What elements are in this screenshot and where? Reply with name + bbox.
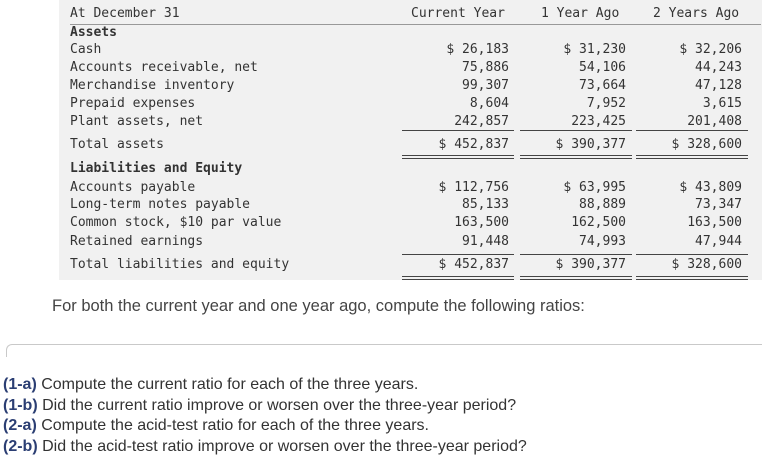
total-assets-row bbox=[59, 136, 762, 153]
row-label: Accounts payable bbox=[70, 180, 196, 195]
liab-subtotal-rule bbox=[636, 254, 748, 255]
cell-value: $ 452,837 bbox=[438, 137, 509, 152]
question-2b bbox=[3, 437, 527, 458]
cell-value: 99,307 bbox=[462, 78, 509, 93]
liabilities-heading-row bbox=[59, 160, 762, 177]
liability-row bbox=[59, 233, 762, 250]
liab-subtotal-rule bbox=[520, 254, 632, 255]
column-header-current-year: Current Year bbox=[411, 6, 505, 21]
cell-value: 73,664 bbox=[579, 78, 626, 93]
cell-value: 73,347 bbox=[695, 197, 742, 212]
row-label: Long-term notes payable bbox=[70, 197, 251, 212]
total-liabilities-row bbox=[59, 256, 762, 273]
total-assets-double-rule bbox=[402, 158, 514, 159]
total-liab-double-rule bbox=[520, 279, 632, 280]
cell-value: 163,500 bbox=[454, 215, 509, 230]
assets-subtotal-rule bbox=[520, 130, 632, 131]
cell-value: $ 63,995 bbox=[563, 180, 626, 195]
cell-value: 47,128 bbox=[695, 78, 742, 93]
cell-value: 223,425 bbox=[571, 114, 626, 129]
cell-value: 163,500 bbox=[687, 215, 742, 230]
liabilities-heading: Liabilities and Equity bbox=[70, 161, 243, 176]
total-liab-double-rule bbox=[520, 276, 632, 277]
question-2a bbox=[3, 416, 527, 437]
cell-value: $ 112,756 bbox=[438, 180, 509, 195]
assets-heading-row bbox=[59, 24, 762, 41]
asset-row bbox=[59, 77, 762, 94]
liability-row bbox=[59, 214, 762, 231]
total-assets-double-rule bbox=[402, 155, 514, 156]
cell-value: 44,243 bbox=[695, 60, 742, 75]
cell-value: 3,615 bbox=[702, 96, 742, 111]
question-text: Did the current ratio improve or worsen over the three-year period? bbox=[37, 396, 517, 414]
asset-row bbox=[59, 113, 762, 130]
cell-value: $ 43,809 bbox=[679, 180, 742, 195]
liability-row bbox=[59, 196, 762, 213]
asset-row bbox=[59, 41, 762, 58]
cell-value: 85,133 bbox=[462, 197, 509, 212]
cell-value: 91,448 bbox=[462, 234, 509, 249]
question-tag: (1-b) bbox=[3, 396, 38, 414]
cell-value: 201,408 bbox=[687, 114, 742, 129]
assets-heading: Assets bbox=[70, 25, 117, 40]
cell-value: 74,993 bbox=[579, 234, 626, 249]
row-label: Merchandise inventory bbox=[70, 78, 235, 93]
balance-sheet-table bbox=[59, 0, 762, 280]
cell-value: $ 452,837 bbox=[438, 257, 509, 272]
column-header-1-year-ago: 1 Year Ago bbox=[541, 6, 620, 21]
cell-value: 88,889 bbox=[579, 197, 626, 212]
cell-value: $ 328,600 bbox=[671, 257, 742, 272]
cell-value: 7,952 bbox=[586, 96, 626, 111]
liability-row bbox=[59, 179, 762, 196]
question-text: Compute the acid-test ratio for each of the three years. bbox=[36, 417, 429, 434]
question-tag: (1-a) bbox=[3, 376, 37, 393]
total-liab-double-rule bbox=[636, 276, 748, 277]
question-tag: (2-a) bbox=[3, 417, 37, 434]
total-liab-double-rule bbox=[402, 276, 514, 277]
cell-value: $ 390,377 bbox=[555, 257, 626, 272]
asset-row bbox=[59, 59, 762, 76]
cell-value: 242,857 bbox=[454, 114, 509, 129]
cell-value: 54,106 bbox=[579, 60, 626, 75]
row-label: Accounts receivable, net bbox=[70, 60, 258, 75]
liab-subtotal-rule bbox=[402, 254, 514, 255]
total-assets-double-rule bbox=[636, 158, 748, 159]
cell-value: $ 31,230 bbox=[563, 42, 626, 57]
total-assets-double-rule bbox=[520, 155, 632, 156]
assets-subtotal-rule bbox=[402, 130, 514, 131]
assets-subtotal-rule bbox=[636, 130, 748, 131]
total-liab-double-rule bbox=[636, 279, 748, 280]
cell-value: $ 32,206 bbox=[679, 42, 742, 57]
question-text: Compute the current ratio for each of the three years. bbox=[36, 376, 419, 393]
cell-value: 75,886 bbox=[462, 60, 509, 75]
row-label: Cash bbox=[70, 42, 102, 57]
total-liab-double-rule bbox=[402, 279, 514, 280]
cell-value: $ 328,600 bbox=[671, 137, 742, 152]
row-label: Total liabilities and equity bbox=[70, 257, 290, 272]
section-divider bbox=[6, 344, 762, 357]
table-header-row bbox=[59, 5, 762, 22]
question-list bbox=[3, 375, 527, 457]
row-label: Common stock, $10 par value bbox=[70, 215, 282, 230]
instruction-text: For both the current year and one year ago, compute the following ratios: bbox=[52, 297, 585, 315]
column-header-2-years-ago: 2 Years Ago bbox=[653, 6, 740, 21]
cell-value: 162,500 bbox=[571, 215, 626, 230]
cell-value: 8,604 bbox=[469, 96, 509, 111]
total-assets-double-rule bbox=[636, 155, 748, 156]
cell-value: 47,944 bbox=[695, 234, 742, 249]
row-label: Prepaid expenses bbox=[70, 96, 196, 111]
question-1a bbox=[3, 375, 527, 396]
cell-value: $ 390,377 bbox=[555, 137, 626, 152]
question-1b bbox=[3, 396, 527, 417]
header-label: At December 31 bbox=[70, 6, 180, 21]
question-text: Did the acid-test ratio improve or worsen over the three-year period? bbox=[37, 437, 527, 455]
row-label: Total assets bbox=[70, 137, 164, 152]
row-label: Plant assets, net bbox=[70, 114, 204, 129]
asset-row bbox=[59, 95, 762, 112]
question-tag: (2-b) bbox=[3, 437, 38, 455]
cell-value: $ 26,183 bbox=[446, 42, 509, 57]
total-assets-double-rule bbox=[520, 158, 632, 159]
row-label: Retained earnings bbox=[70, 234, 204, 249]
